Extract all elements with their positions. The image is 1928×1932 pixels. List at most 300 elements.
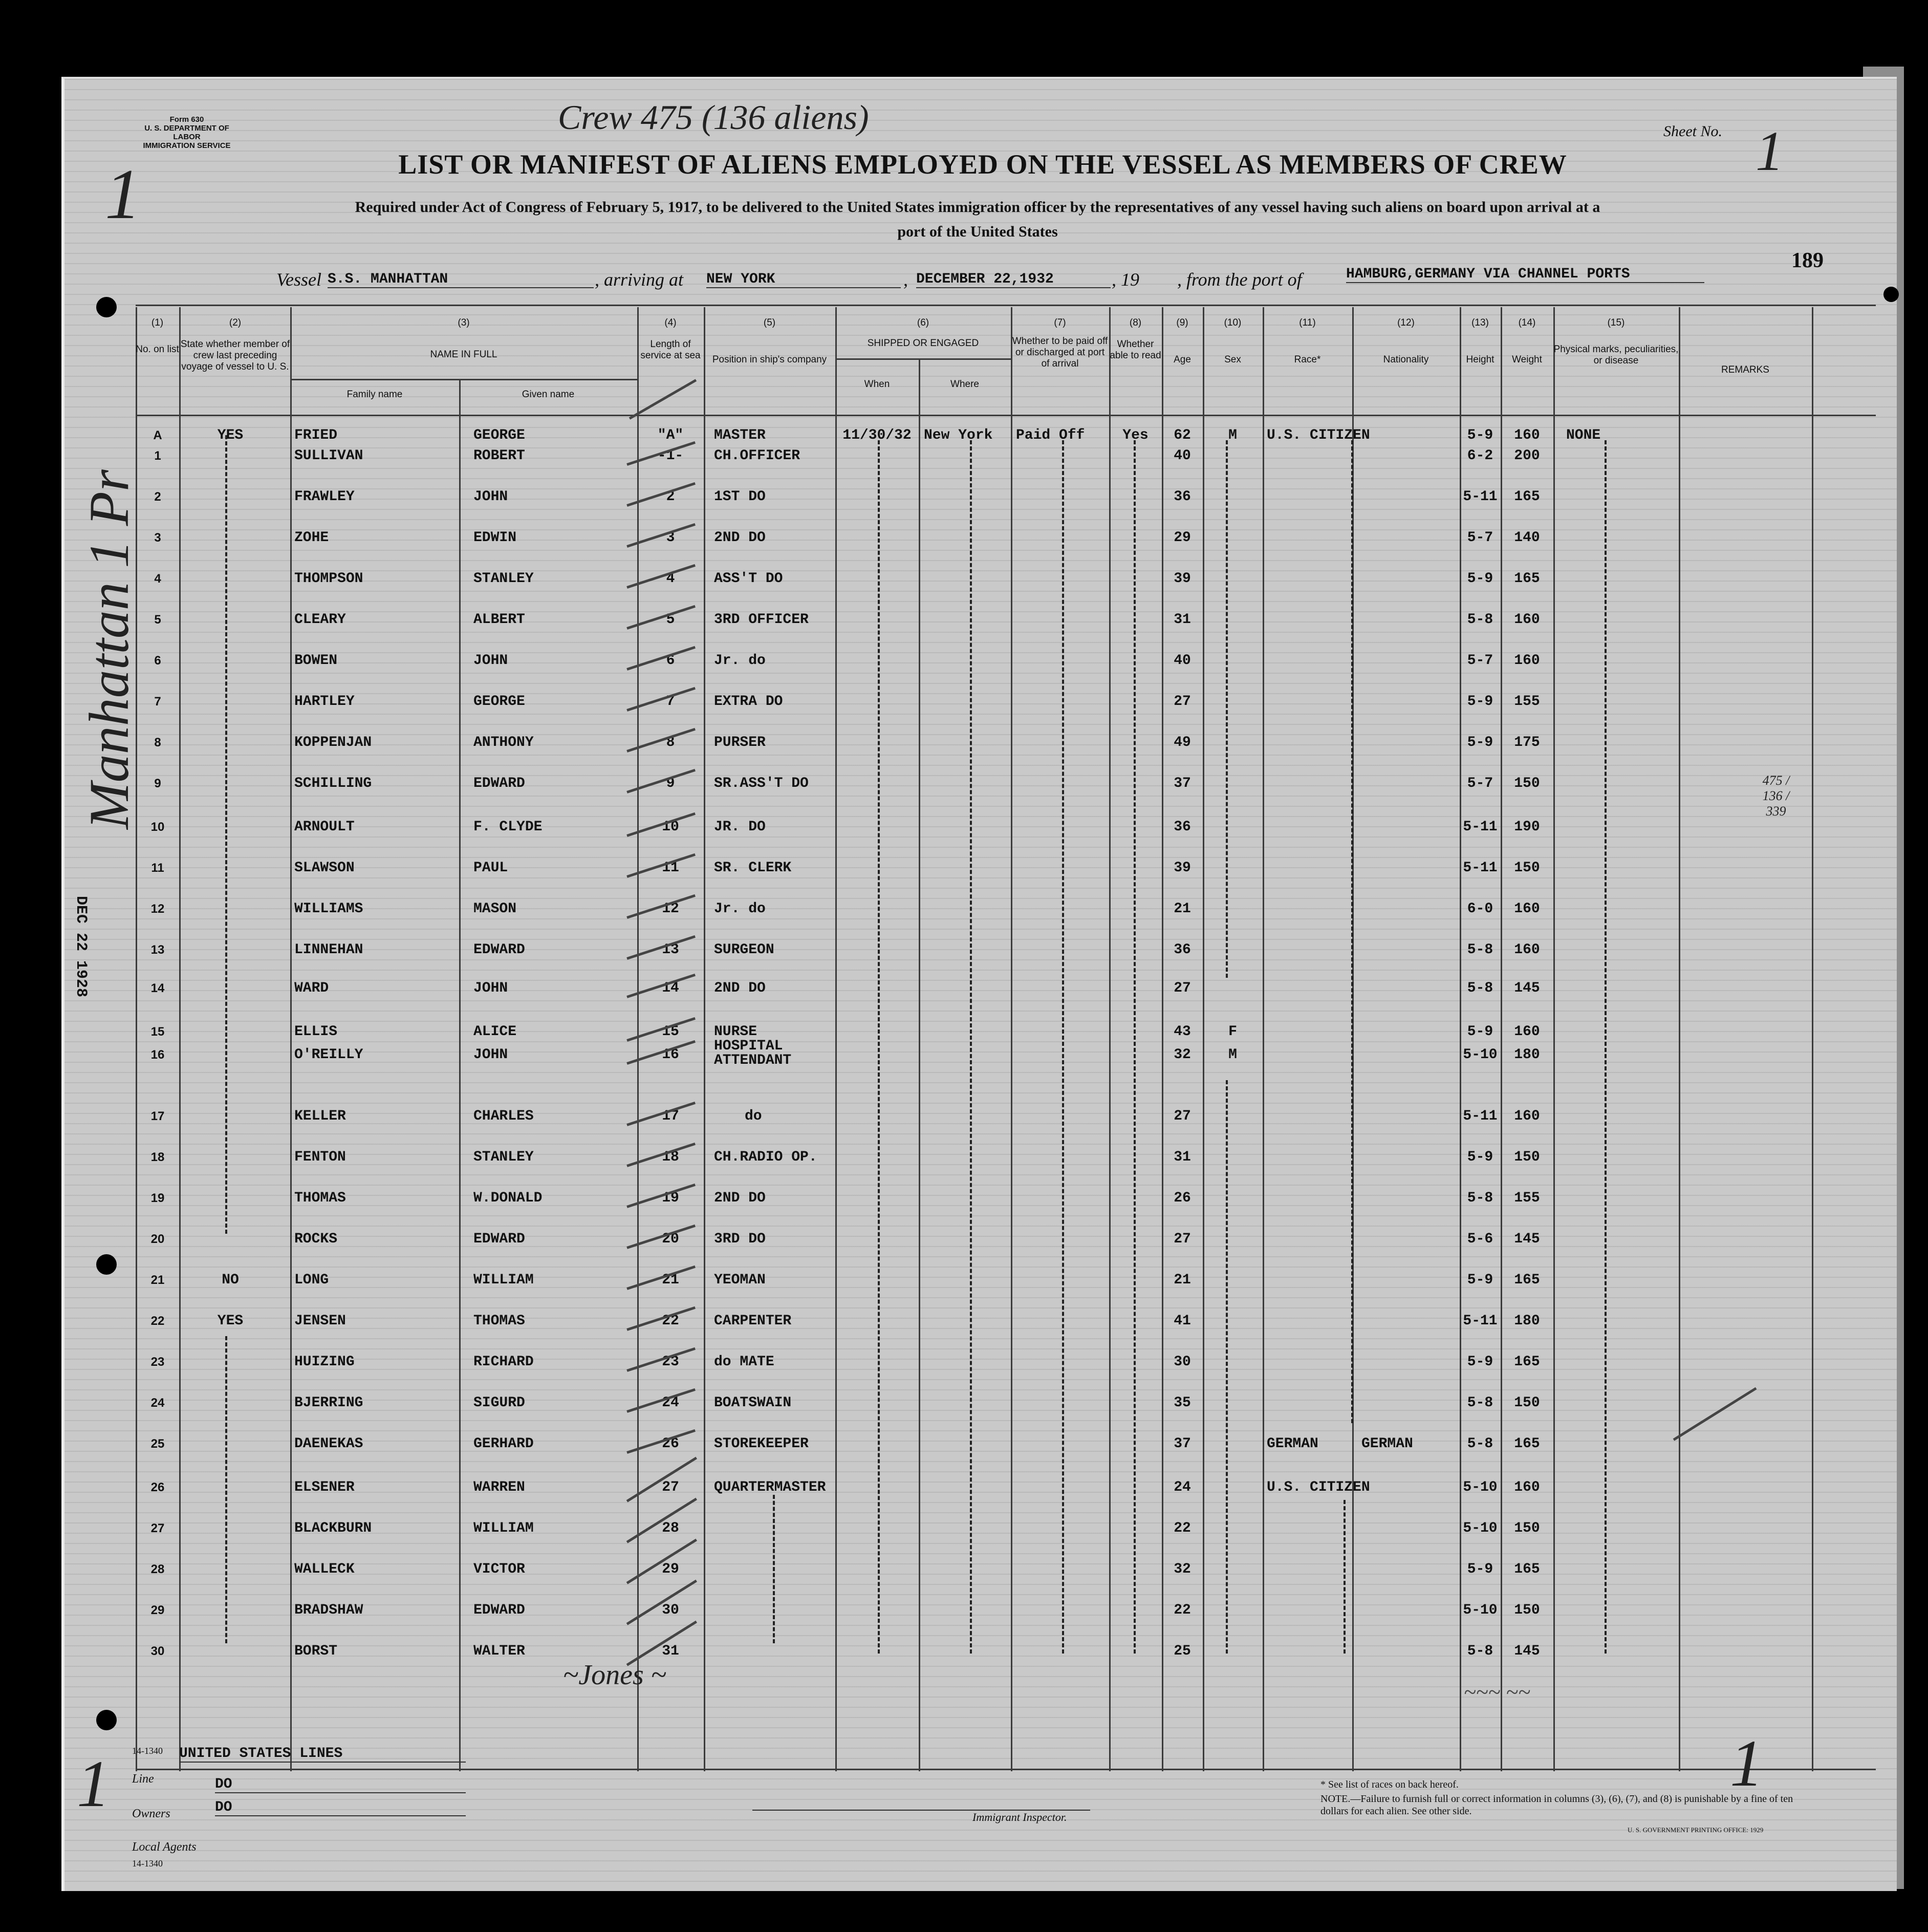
height-cell: 5-7 — [1467, 530, 1493, 546]
family-name-cell: LINNEHAN — [294, 942, 363, 958]
family-name-cell: JENSEN — [294, 1313, 346, 1329]
race-cell: GERMAN — [1267, 1436, 1318, 1452]
height-cell: 5-10 — [1463, 1520, 1498, 1536]
given-name-cell: GEORGE — [473, 427, 525, 443]
service-cell: 14 — [662, 980, 679, 996]
weight-cell: 165 — [1514, 489, 1540, 505]
ditto-mark — [1226, 1080, 1228, 1654]
height-cell: 5-10 — [1463, 1479, 1498, 1495]
ditto-mark — [1344, 1500, 1346, 1654]
form-header — [136, 115, 238, 150]
family-name-cell: WILLIAMS — [294, 901, 363, 917]
given-name-cell: THOMAS — [473, 1313, 525, 1329]
row-number: 1 — [154, 449, 161, 463]
weight-cell: 160 — [1514, 612, 1540, 628]
family-name-cell: HARTLEY — [294, 694, 355, 710]
page-number: 189 — [1791, 249, 1824, 272]
nationality-cell: GERMAN — [1361, 1436, 1413, 1452]
family-name-cell: ARNOULT — [294, 819, 355, 835]
col-divider — [1263, 307, 1264, 1771]
position-cell: do — [745, 1108, 762, 1124]
service-cell: 20 — [662, 1231, 679, 1247]
row-number: 2 — [154, 490, 161, 504]
given-name-cell: PAUL — [473, 860, 508, 876]
binder-hole — [96, 1710, 117, 1730]
weight-cell: 160 — [1514, 901, 1540, 917]
col-number: (5) — [763, 317, 776, 328]
col-header-prev-voyage — [180, 317, 290, 373]
col-label: State whether member of crew last preceding voyage of vessel to U. S. — [180, 339, 290, 372]
height-cell: 5-11 — [1463, 1313, 1498, 1329]
ditto-mark — [1605, 440, 1607, 1654]
col-label: Length of service at sea — [640, 339, 701, 361]
weight-cell: 160 — [1514, 942, 1540, 958]
given-name-cell: VICTOR — [473, 1561, 525, 1577]
col-label: Sex — [1224, 354, 1241, 365]
given-name-cell: W.DONALD — [473, 1190, 543, 1206]
service-cell: 4 — [666, 571, 675, 587]
given-name-cell: GERHARD — [473, 1436, 534, 1452]
remarks-tally: 475 / 136 / 339 — [1762, 773, 1790, 819]
family-name-cell: KELLER — [294, 1108, 346, 1124]
agents-value: DO — [215, 1799, 466, 1816]
age-cell: 29 — [1174, 530, 1191, 546]
col-label: No. on list — [136, 344, 179, 355]
given-name-cell: CHARLES — [473, 1108, 534, 1124]
col-when: When — [864, 379, 890, 390]
given-name-cell: SIGURD — [473, 1395, 525, 1411]
note-label: NOTE. — [1320, 1793, 1351, 1805]
inspector-initials-signature: ~~~ ~~ — [1464, 1680, 1531, 1705]
position-cell: SR. CLERK — [714, 860, 792, 876]
family-name-cell: THOMAS — [294, 1190, 346, 1206]
col-number: (9) — [1176, 317, 1188, 328]
weight-cell: 165 — [1514, 1561, 1540, 1577]
family-name-cell: FENTON — [294, 1149, 346, 1165]
paid-off-cell: Paid Off — [1016, 427, 1085, 443]
weight-cell: 175 — [1514, 735, 1540, 750]
sheet-no-label: Sheet No. — [1663, 123, 1722, 140]
given-name-cell: STANLEY — [473, 571, 534, 587]
given-name-cell: GEORGE — [473, 694, 525, 710]
col-header-weight — [1501, 317, 1553, 366]
service-cell: 21 — [662, 1272, 679, 1288]
position-cell: SURGEON — [714, 942, 774, 958]
height-cell: 6-0 — [1467, 901, 1493, 917]
family-name-cell: SLAWSON — [294, 860, 355, 876]
col-header-service — [637, 317, 704, 361]
col-number: (13) — [1471, 317, 1489, 328]
position-cell: 1ST DO — [714, 489, 766, 505]
given-name-cell: EDWARD — [473, 776, 525, 791]
age-cell: 36 — [1174, 942, 1191, 958]
age-cell: 37 — [1174, 776, 1191, 791]
age-cell: 31 — [1174, 1149, 1191, 1165]
col-number: (4) — [664, 317, 677, 328]
master-signature: ~Jones ~ — [563, 1659, 667, 1691]
shipped-where-cell: New York — [924, 427, 993, 443]
position-cell: CH.RADIO OP. — [714, 1149, 817, 1165]
col-divider — [919, 358, 920, 1771]
weight-cell: 165 — [1514, 1354, 1540, 1370]
height-cell: 5-7 — [1467, 776, 1493, 791]
height-cell: 5-9 — [1467, 1354, 1493, 1370]
col-divider — [637, 307, 639, 1771]
row-number: 25 — [150, 1437, 165, 1451]
arrival-port: NEW YORK — [706, 271, 901, 288]
service-cell: 13 — [662, 942, 679, 958]
col-label: Age — [1174, 354, 1191, 365]
height-cell: 5-9 — [1467, 427, 1493, 443]
handwritten-one-left: 1 — [105, 155, 141, 234]
col-header-remarks: REMARKS — [1721, 364, 1769, 375]
vessel-name: S.S. MANHATTAN — [328, 271, 594, 288]
family-name-cell: WALLECK — [294, 1561, 355, 1577]
given-name-cell: ALBERT — [473, 612, 525, 628]
row-number: 5 — [154, 613, 161, 627]
row-number: 8 — [154, 736, 161, 749]
weight-cell: 200 — [1514, 448, 1540, 464]
height-cell: 5-11 — [1463, 819, 1498, 835]
row-number: 16 — [150, 1048, 165, 1062]
table-bottom-border — [136, 1769, 1876, 1770]
ditto-mark — [773, 1495, 775, 1643]
weight-cell: 160 — [1514, 653, 1540, 669]
service-cell: 12 — [662, 901, 679, 917]
service-cell: 9 — [666, 776, 675, 791]
weight-cell: 145 — [1514, 980, 1540, 996]
height-cell: 5-10 — [1463, 1602, 1498, 1618]
height-cell: 5-9 — [1467, 1561, 1493, 1577]
weight-cell: 150 — [1514, 776, 1540, 791]
races-note: * See list of races on back hereof. — [1320, 1779, 1459, 1790]
col-divider — [1109, 307, 1111, 1771]
physical-marks-cell: NONE — [1566, 427, 1601, 443]
col-number: (11) — [1299, 317, 1316, 328]
date-comma: , — [903, 269, 908, 290]
family-name-cell: BOWEN — [294, 653, 338, 669]
given-name-cell: WILLIAM — [473, 1272, 534, 1288]
age-cell: 30 — [1174, 1354, 1191, 1370]
weight-cell: 180 — [1514, 1047, 1540, 1063]
age-cell: 36 — [1174, 489, 1191, 505]
prev-voyage-cell: YES — [217, 1313, 244, 1329]
weight-cell: 155 — [1514, 694, 1540, 710]
footer-form-code: 14-1340 — [132, 1858, 163, 1869]
col-label: SHIPPED OR ENGAGED — [867, 338, 979, 349]
family-name-cell: FRAWLEY — [294, 489, 355, 505]
col-number: (7) — [1054, 317, 1066, 328]
col-divider — [290, 307, 292, 1771]
from-port-label: , from the port of — [1177, 269, 1302, 290]
table-top-border — [136, 305, 1876, 306]
height-cell: 5-8 — [1467, 612, 1493, 628]
position-cell: CARPENTER — [714, 1313, 792, 1329]
family-name-cell: ELSENER — [294, 1479, 355, 1495]
age-cell: 26 — [1174, 1190, 1191, 1206]
family-name-cell: DAENEKAS — [294, 1436, 363, 1452]
col-divider — [1812, 307, 1813, 1771]
given-name-cell: ANTHONY — [473, 735, 534, 750]
col-header-age — [1162, 317, 1203, 366]
col-divider — [704, 307, 705, 1771]
position-cell: BOATSWAIN — [714, 1395, 792, 1411]
family-name-cell: LONG — [294, 1272, 329, 1288]
line-label: Line — [132, 1772, 154, 1786]
prev-voyage-cell: YES — [217, 427, 244, 443]
col-number: (10) — [1224, 317, 1242, 328]
date-stamp: DEC 22 1928 — [72, 896, 90, 998]
service-cell: 22 — [662, 1313, 679, 1329]
given-name-cell: WARREN — [473, 1479, 525, 1495]
position-cell: YEOMAN — [714, 1272, 766, 1288]
family-name-cell: CLEARY — [294, 612, 346, 628]
owners-value: DO — [215, 1776, 466, 1793]
weight-cell: 150 — [1514, 1149, 1540, 1165]
height-cell: 5-9 — [1467, 571, 1493, 587]
shipped-when-cell: 11/30/32 — [842, 427, 912, 443]
row-number: 19 — [150, 1191, 165, 1205]
row-number: 10 — [150, 820, 165, 834]
weight-cell: 145 — [1514, 1231, 1540, 1247]
col-given-name: Given name — [522, 389, 575, 400]
family-name-cell: THOMPSON — [294, 571, 363, 587]
position-cell: PURSER — [714, 735, 766, 750]
col-label: Nationality — [1383, 354, 1429, 365]
row-number: 29 — [150, 1603, 165, 1617]
weight-cell: 140 — [1514, 530, 1540, 546]
position-cell: 2ND DO — [714, 980, 766, 996]
row-number: 21 — [150, 1273, 165, 1287]
col-header-marks — [1553, 317, 1679, 367]
sex-cell: F — [1228, 1024, 1237, 1040]
binder-hole — [96, 297, 117, 317]
height-cell: 5-11 — [1463, 1108, 1498, 1124]
col-header-race — [1263, 317, 1352, 366]
col-label: NAME IN FULL — [430, 349, 497, 360]
position-cell: JR. DO — [714, 819, 766, 835]
age-cell: 37 — [1174, 1436, 1191, 1452]
weight-cell: 160 — [1514, 427, 1540, 443]
department: U. S. DEPARTMENT OF LABOR — [144, 124, 229, 141]
col-where: Where — [950, 379, 979, 390]
service-cell: 26 — [662, 1436, 679, 1452]
family-name-cell: ZOHE — [294, 530, 329, 546]
footer-form-code: 14-1340 — [132, 1746, 163, 1756]
age-cell: 40 — [1174, 653, 1191, 669]
row-number: 17 — [150, 1109, 165, 1123]
service-cell: 11 — [662, 860, 679, 876]
age-cell: 24 — [1174, 1479, 1191, 1495]
service-cell: 30 — [662, 1602, 679, 1618]
position-cell: 2ND DO — [714, 1190, 766, 1206]
col-number: (8) — [1129, 317, 1142, 328]
height-cell: 5-9 — [1467, 1272, 1493, 1288]
height-cell: 5-8 — [1467, 1395, 1493, 1411]
col-label: Position in ship's company — [712, 354, 827, 365]
weight-cell: 165 — [1514, 571, 1540, 587]
given-name-cell: EDWARD — [473, 1602, 525, 1618]
col-header-read — [1109, 317, 1162, 361]
position-cell: SR.ASS'T DO — [714, 776, 809, 791]
row-number: 27 — [150, 1521, 165, 1535]
height-cell: 5-9 — [1467, 694, 1493, 710]
weight-cell: 165 — [1514, 1436, 1540, 1452]
service-name: IMMIGRATION SERVICE — [143, 141, 231, 150]
col-label: Whether able to read — [1110, 339, 1161, 361]
position-cell: STOREKEEPER — [714, 1436, 809, 1452]
given-name-cell: EDWIN — [473, 530, 517, 546]
height-cell: 5-8 — [1467, 1190, 1493, 1206]
age-cell: 32 — [1174, 1561, 1191, 1577]
service-cell: 24 — [662, 1395, 679, 1411]
given-name-cell: MASON — [473, 901, 517, 917]
col-number: (14) — [1518, 317, 1536, 328]
height-cell: 5-8 — [1467, 1643, 1493, 1659]
ditto-mark — [1351, 440, 1353, 1423]
age-cell: 22 — [1174, 1520, 1191, 1536]
line-value: UNITED STATES LINES — [179, 1746, 466, 1763]
row-number: 22 — [150, 1314, 165, 1328]
weight-cell: 160 — [1514, 1108, 1540, 1124]
col-divider — [835, 307, 837, 1771]
service-cell: 23 — [662, 1354, 679, 1370]
given-name-cell: ROBERT — [473, 448, 525, 464]
age-cell: 21 — [1174, 901, 1191, 917]
weight-cell: 150 — [1514, 1602, 1540, 1618]
family-name-cell: BORST — [294, 1643, 338, 1659]
ditto-mark — [1062, 440, 1064, 1654]
family-name-cell: ROCKS — [294, 1231, 338, 1247]
service-cell: "A" — [657, 427, 684, 443]
given-name-cell: EDWARD — [473, 942, 525, 958]
age-cell: 27 — [1174, 1108, 1191, 1124]
race-cell: U.S. CITIZEN — [1267, 1479, 1370, 1495]
height-cell: 6-2 — [1467, 448, 1493, 464]
sheet-no-bottom-left: 1 — [77, 1747, 110, 1821]
col-number: (6) — [917, 317, 929, 328]
age-cell: 39 — [1174, 860, 1191, 876]
ditto-mark — [970, 440, 972, 1654]
col-divider — [1553, 307, 1555, 1771]
weight-cell: 180 — [1514, 1313, 1540, 1329]
service-cell: 2 — [666, 489, 675, 505]
age-cell: 41 — [1174, 1313, 1191, 1329]
position-cell: do MATE — [714, 1354, 774, 1370]
row-number: 9 — [154, 777, 161, 790]
service-cell: 8 — [666, 735, 675, 750]
service-cell: 10 — [662, 819, 679, 835]
position-cell: ASS'T DO — [714, 571, 783, 587]
col-number: (3) — [458, 317, 470, 328]
row-number: 3 — [154, 531, 161, 545]
service-cell: 15 — [662, 1024, 679, 1040]
vessel-label: Vessel — [276, 269, 321, 290]
position-cell: Jr. do — [714, 901, 766, 917]
row-number: 6 — [154, 654, 161, 668]
given-name-cell: JOHN — [473, 980, 508, 996]
col-header-name — [290, 317, 637, 360]
ditto-mark — [878, 440, 880, 1654]
height-cell: 5-11 — [1463, 860, 1498, 876]
header-bottom-border — [136, 415, 1876, 416]
weight-cell: 155 — [1514, 1190, 1540, 1206]
age-cell: 27 — [1174, 1231, 1191, 1247]
service-cell: 17 — [662, 1108, 679, 1124]
weight-cell: 160 — [1514, 1479, 1540, 1495]
family-name-cell: KOPPENJAN — [294, 735, 372, 750]
page-title: LIST OR MANIFEST OF ALIENS EMPLOYED ON THE VESSEL AS MEMBERS OF CREW — [398, 149, 1567, 180]
given-name-cell: WILLIAM — [473, 1520, 534, 1536]
family-name-cell: SCHILLING — [294, 776, 372, 791]
race-cell: U.S. CITIZEN — [1267, 427, 1370, 443]
service-cell: 27 — [662, 1479, 679, 1495]
col-label: Physical marks, peculiarities, or disease — [1553, 344, 1679, 366]
service-cell: 7 — [666, 694, 675, 710]
weight-cell: 150 — [1514, 1395, 1540, 1411]
sheet-no-value: 1 — [1756, 120, 1784, 182]
row-number: 12 — [150, 902, 165, 916]
service-cell: -1- — [657, 448, 684, 464]
agents-label: Local Agents — [132, 1840, 197, 1854]
row-number: 13 — [150, 943, 165, 957]
age-cell: 27 — [1174, 694, 1191, 710]
age-cell: 27 — [1174, 980, 1191, 996]
col-header-position — [704, 317, 835, 366]
arrival-date: DECEMBER 22,1932 — [916, 271, 1111, 288]
height-cell: 5-9 — [1467, 735, 1493, 750]
inspector-label: Immigrant Inspector. — [972, 1811, 1067, 1823]
weight-cell: 150 — [1514, 860, 1540, 876]
col-header-paid-off — [1011, 317, 1109, 370]
sex-cell: M — [1228, 427, 1237, 443]
arriving-label: , arriving at — [595, 269, 684, 290]
sheet-no-bottom: 1 — [1730, 1727, 1763, 1800]
position-cell: CH.OFFICER — [714, 448, 800, 464]
position-cell: HOSPITAL ATTENDANT — [714, 1038, 792, 1068]
row-number: 18 — [150, 1150, 165, 1164]
row-number: 23 — [150, 1355, 165, 1369]
height-cell: 5-11 — [1463, 489, 1498, 505]
family-name-cell: O'REILLY — [294, 1047, 363, 1063]
col-number: (1) — [151, 317, 164, 328]
col-label: Whether to be paid off or discharged at port of arrival — [1012, 336, 1108, 369]
year-label: , 19 — [1112, 269, 1139, 290]
col-divider — [1679, 307, 1680, 1771]
row-number: 28 — [150, 1562, 165, 1576]
row-number: 20 — [150, 1232, 165, 1246]
given-name-cell: JOHN — [473, 1047, 508, 1063]
col-label: Height — [1466, 354, 1494, 365]
age-cell: 35 — [1174, 1395, 1191, 1411]
given-name-cell: WALTER — [473, 1643, 525, 1659]
family-name-cell: BRADSHAW — [294, 1602, 363, 1618]
col-header-no — [136, 317, 179, 355]
binder-hole — [96, 1254, 117, 1275]
age-cell: 39 — [1174, 571, 1191, 587]
given-name-cell: JOHN — [473, 489, 508, 505]
family-name-cell: ELLIS — [294, 1024, 338, 1040]
service-cell: 6 — [666, 653, 675, 669]
height-cell: 5-6 — [1467, 1231, 1493, 1247]
row-number: 7 — [154, 695, 161, 709]
col-number: (2) — [229, 317, 242, 328]
ditto-mark — [1134, 440, 1136, 1654]
row-number: 24 — [150, 1396, 165, 1410]
weight-cell: 145 — [1514, 1643, 1540, 1659]
given-name-cell: EDWARD — [473, 1231, 525, 1247]
col-label: Weight — [1512, 354, 1542, 365]
